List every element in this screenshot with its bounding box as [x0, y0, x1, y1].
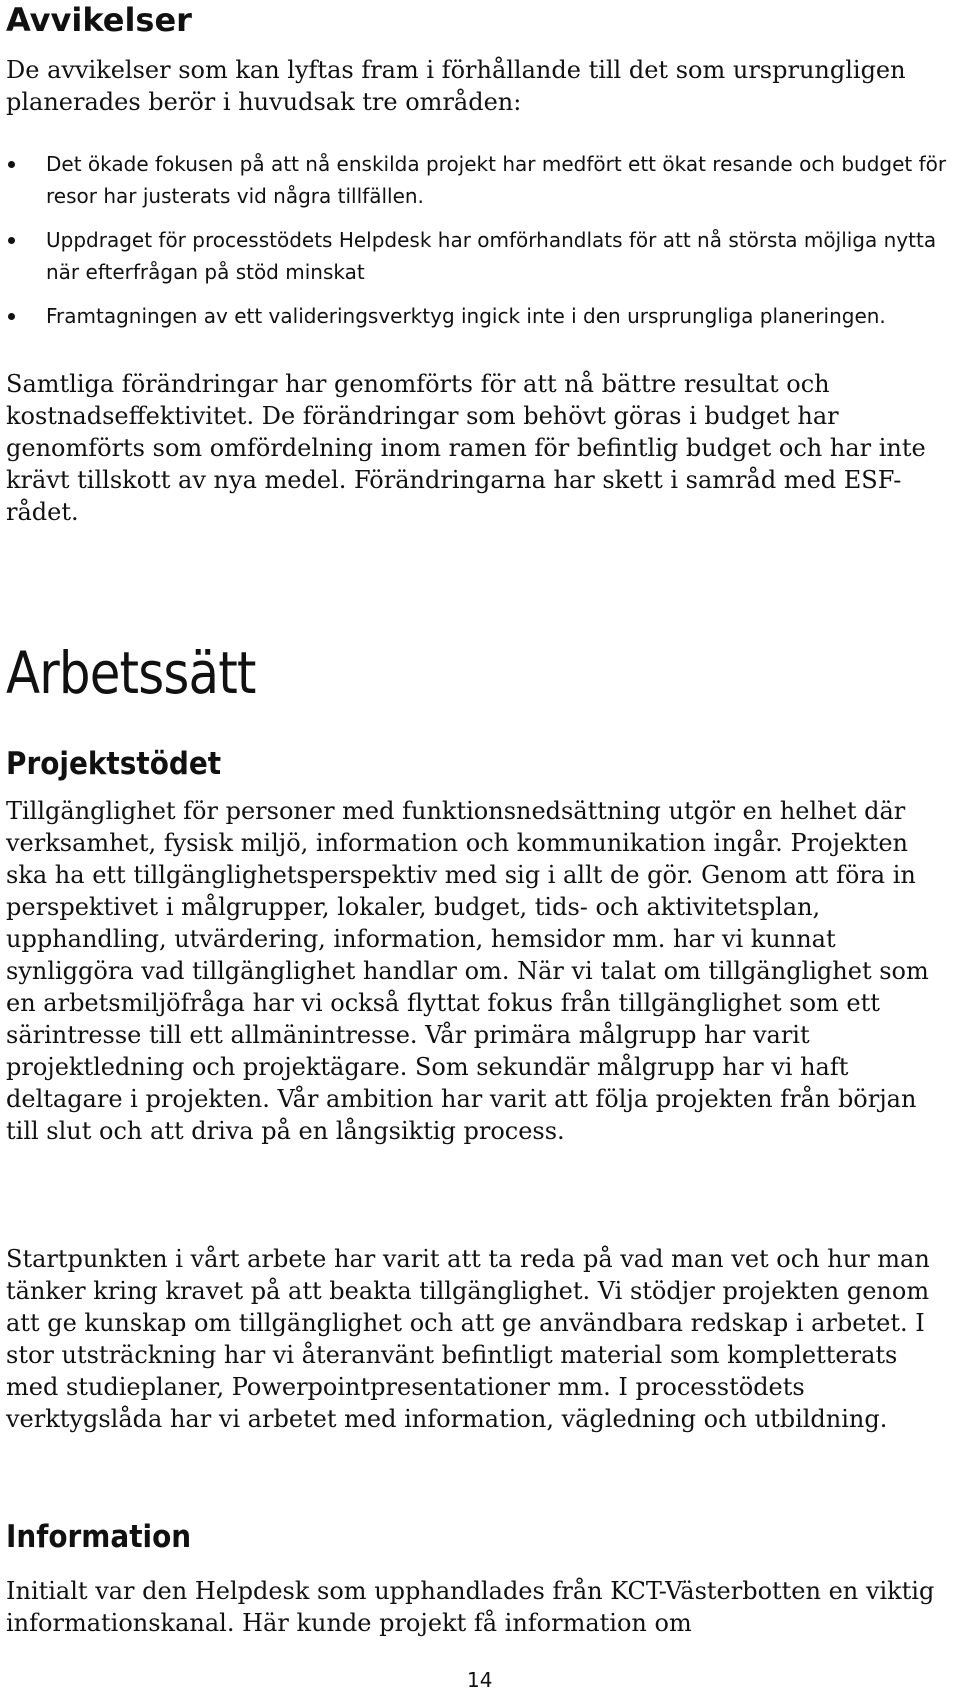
- projektstodet-paragraph-2: Startpunkten i vårt arbete har varit att ta reda på vad man vet och hur man tänker kring kravet på att beakta tillgänglighet. Vi stödjer projekten genom att ge kunskap om tillgänglighet och att ge användbara redskap i arbetet. I stor utsträckning har vi återanvänt befintligt material som kompletterats med studieplaner, Powerpointpresentationer mm. I processtödets verktygslåda har vi arbetet med information, vägledning och utbildning.: [6, 1245, 930, 1433]
- bullet-icon: [8, 237, 15, 244]
- list-item-text: Framtagningen av ett valideringsverktyg ingick inte i den ursprungliga planeringen.: [46, 304, 886, 328]
- projektstodet-paragraph-1: Tillgänglighet för personer med funktionsnedsättning utgör en helhet där verksamhet, fysisk miljö, information och kommunikation ingår. Projekten ska ha ett tillgänglighetsperspektiv med sig i allt de gör. Genom att föra in perspektivet i målgrupper, lokaler, budget, tids- och aktivitetsplan, upphandling, utvärdering, information, hemsidor mm. har vi kunnat synliggöra vad tillgänglighet handlar om. När vi talat om tillgänglighet som en arbetsmiljöfråga har vi också flyttat fokus från tillgänglighet som ett särintresse till ett allmänintresse. Vår primära målgrupp har varit projektledning och projektägare. Som sekundär målgrupp har vi haft deltagare i projekten. Vår ambition har varit att följa projekten från början till slut och att driva på en långsiktig process.: [6, 797, 929, 1145]
- heading-avvikelser: Avvikelser: [6, 1, 192, 39]
- information-paragraph: Initialt var den Helpdesk som upphandlades från KCT-Västerbotten en viktig informationskanal. Här kunde projekt få information om: [6, 1577, 935, 1637]
- avvikelser-intro: De avvikelser som kan lyftas fram i förhållande till det som ursprungligen planerades berör i huvudsak tre områden:: [6, 56, 906, 116]
- list-item-text: Det ökade fokusen på att nå enskilda projekt har medfört ett ökat resande och budget för resor har justerats vid några tillfällen.: [46, 152, 947, 208]
- list-item-text: Uppdraget för processtödets Helpdesk har omförhandlats för att nå största möjliga nytta när efterfrågan på stöd minskat: [46, 228, 937, 284]
- heading-information: Information: [6, 1519, 192, 1555]
- list-item: [6, 224, 956, 288]
- avvikelser-bullet-list: [6, 148, 956, 344]
- list-item: [6, 300, 956, 332]
- document-page: [6, 0, 956, 1637]
- list-item: [6, 148, 956, 212]
- avvikelser-paragraph: Samtliga förändringar har genomförts för att nå bättre resultat och kostnadseffektivitet. De förändringar som behövt göras i budget har genomförts som omfördelning inom ramen för befintlig budget och har inte krävt tillskott av nya medel. Förändringarna har skett i samråd med ESF-rådet.: [6, 370, 926, 526]
- bullet-icon: [8, 313, 15, 320]
- page-number: 14: [467, 1668, 493, 1692]
- bullet-icon: [8, 161, 15, 168]
- heading-arbetssatt: Arbetssätt: [6, 639, 256, 707]
- heading-projektstodet: Projektstödet: [6, 746, 222, 782]
